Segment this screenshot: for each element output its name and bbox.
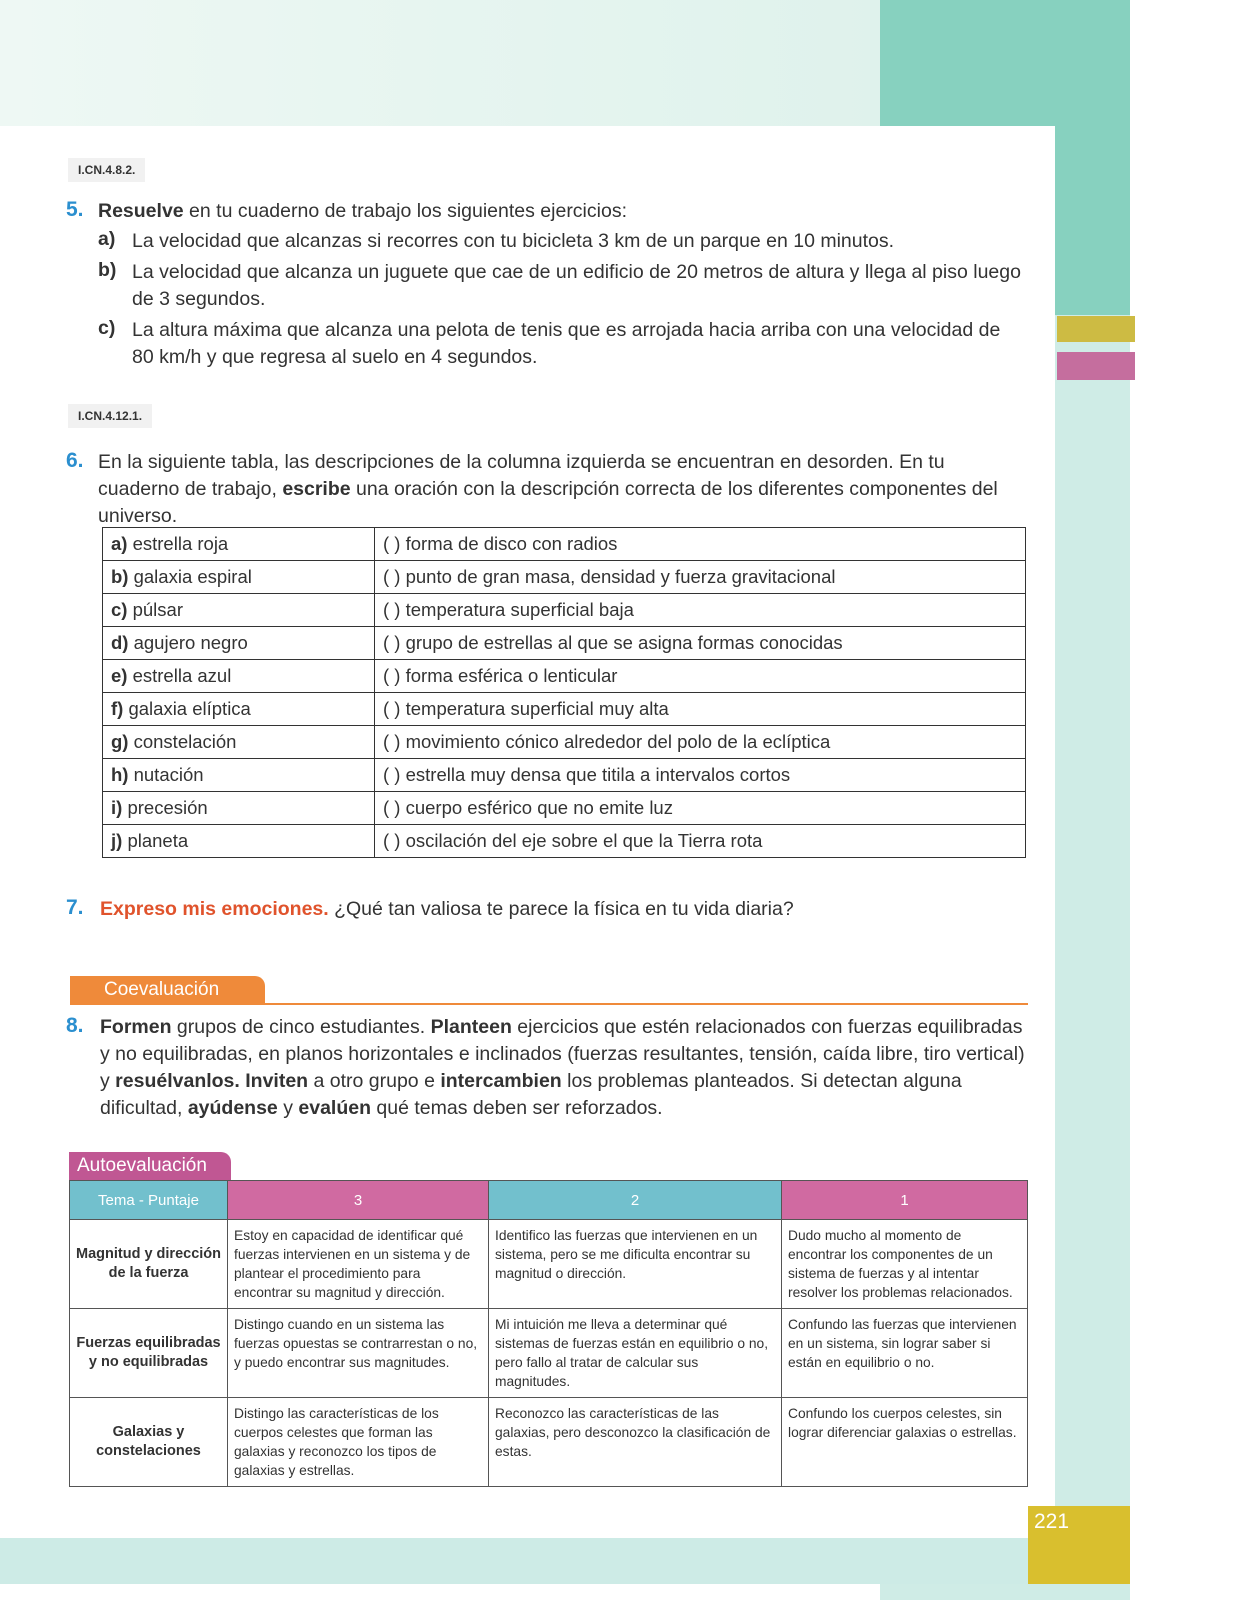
rubric-header-topic: Tema - Puntaje: [70, 1181, 228, 1220]
right-margin: [1130, 0, 1236, 1600]
rubric-header-3: 3: [228, 1181, 489, 1220]
term-cell: a) estrella roja: [103, 528, 375, 561]
coevaluacion-header: Coevaluación: [70, 976, 265, 1004]
q5-number: 5.: [66, 198, 84, 221]
rubric-header-2: 2: [489, 1181, 782, 1220]
rubric-cell-2: Reconozco las características de las galaxias, pero desconozco la clasificación de estas.: [489, 1398, 782, 1487]
term-cell: g) constelación: [103, 726, 375, 759]
description-cell: ( ) punto de gran masa, densidad y fuerza gravitacional: [375, 561, 1026, 594]
q6-instruction: En la siguiente tabla, las descripciones de la columna izquierda se encuentran en desorden. En tu cuaderno de trabajo, escribe una oración con la descripción correcta de los diferentes componentes del universo.: [98, 451, 998, 527]
term-cell: e) estrella azul: [103, 660, 375, 693]
top-background-band: [0, 0, 880, 126]
term-cell: f) galaxia elíptica: [103, 693, 375, 726]
rubric-cell-2: Mi intuición me lleva a determinar qué sistemas de fuerzas están en equilibrio o no, pero fallo al tratar de calcular sus magnitudes.: [489, 1309, 782, 1398]
indicator-tag-2: I.CN.4.12.1.: [68, 404, 152, 428]
description-cell: ( ) movimiento cónico alrededor del polo de la eclíptica: [375, 726, 1026, 759]
q5-item-c: La altura máxima que alcanza una pelota de tenis que es arrojada hacia arriba con una velocidad de 80 km/h y que regresa al suelo en 4 segundos.: [132, 319, 1001, 368]
description-cell: ( ) grupo de estrellas al que se asigna formas conocidas: [375, 627, 1026, 660]
section-tab-yellow: [1057, 316, 1135, 342]
rubric-topic: Galaxias y constelaciones: [70, 1398, 228, 1487]
description-cell: ( ) temperatura superficial baja: [375, 594, 1026, 627]
table-row: [103, 594, 1026, 627]
description-cell: ( ) estrella muy densa que titila a intervalos cortos: [375, 759, 1026, 792]
term-cell: d) agujero negro: [103, 627, 375, 660]
term-cell: b) galaxia espiral: [103, 561, 375, 594]
q5-item-b: La velocidad que alcanza un juguete que cae de un edificio de 20 metros de altura y llega al piso luego de 3 segundos.: [132, 261, 1021, 310]
description-cell: ( ) temperatura superficial muy alta: [375, 693, 1026, 726]
q5-item-a: La velocidad que alcanzas si recorres con tu bicicleta 3 km de un parque en 10 minutos.: [132, 230, 895, 252]
rubric-header-row: [70, 1181, 1028, 1220]
table-row: [103, 693, 1026, 726]
rubric-cell-3: Distingo cuando en un sistema las fuerzas opuestas se contrarrestan o no, y puedo encontrar sus magnitudes.: [228, 1309, 489, 1398]
q7-text: Expreso mis emociones. ¿Qué tan valiosa te parece la física en tu vida diaria?: [100, 898, 794, 920]
rubric-cell-3: Estoy en capacidad de identificar qué fuerzas intervienen en un sistema y de plantear el procedimiento para encontrar su magnitud y dirección.: [228, 1220, 489, 1309]
term-cell: h) nutación: [103, 759, 375, 792]
table-row: [103, 528, 1026, 561]
q6-number: 6.: [66, 449, 84, 472]
q8-text: Formen grupos de cinco estudiantes. Planteen ejercicios que estén relacionados con fuerzas equilibradas y no equilibradas, en planos horizontales e inclinados (fuerzas resultantes, tensión, caída libre, tiro vertical) y resuélvanlos. Inviten a otro grupo e intercambien los problemas planteados. Si detectan alguna dificultad, ayúdense y evalúen qué temas deben ser reforzados.: [100, 1016, 1025, 1119]
q5-item-b-label: b): [98, 259, 117, 281]
table-row: [103, 825, 1026, 858]
term-cell: c) púlsar: [103, 594, 375, 627]
description-cell: ( ) oscilación del eje sobre el que la Tierra rota: [375, 825, 1026, 858]
q8-number: 8.: [66, 1014, 84, 1037]
rubric-cell-3: Distingo las características de los cuerpos celestes que forman las galaxias y reconozco los tipos de galaxias y estrellas.: [228, 1398, 489, 1487]
table-row: [70, 1220, 1028, 1309]
rubric-cell-1: Confundo los cuerpos celestes, sin lograr diferenciar galaxias o estrellas.: [782, 1398, 1028, 1487]
indicator-tag-1: I.CN.4.8.2.: [68, 158, 145, 182]
bottom-background-band: [0, 1538, 1130, 1584]
q7-number: 7.: [66, 896, 84, 919]
rubric-topic: Magnitud y dirección de la fuerza: [70, 1220, 228, 1309]
description-cell: ( ) forma de disco con radios: [375, 528, 1026, 561]
matching-table: [102, 527, 1026, 858]
coevaluacion-divider: [70, 1003, 1028, 1005]
table-row: [103, 759, 1026, 792]
rubric-topic: Fuerzas equilibradas y no equilibradas: [70, 1309, 228, 1398]
term-cell: j) planeta: [103, 825, 375, 858]
page-number: 221: [1034, 1510, 1070, 1533]
section-tab-pink: [1057, 352, 1135, 380]
rubric-header-1: 1: [782, 1181, 1028, 1220]
autoevaluacion-header: Autoevaluación: [69, 1152, 231, 1180]
table-row: [70, 1398, 1028, 1487]
table-row: [70, 1309, 1028, 1398]
table-row: [103, 726, 1026, 759]
rubric-cell-2: Identifico las fuerzas que intervienen en un sistema, pero se me dificulta encontrar su magnitud o dirección.: [489, 1220, 782, 1309]
table-row: [103, 561, 1026, 594]
table-row: [103, 627, 1026, 660]
q5-item-a-label: a): [98, 228, 116, 250]
q5-instruction: Resuelve en tu cuaderno de trabajo los siguientes ejercicios:: [98, 200, 627, 222]
rubric-cell-1: Confundo las fuerzas que intervienen en un sistema, sin lograr saber si están en equilibrio o no.: [782, 1309, 1028, 1398]
rubric-cell-1: Dudo mucho al momento de encontrar los componentes de un sistema de fuerzas y al intentar resolver los problemas relacionados.: [782, 1220, 1028, 1309]
description-cell: ( ) cuerpo esférico que no emite luz: [375, 792, 1026, 825]
term-cell: i) precesión: [103, 792, 375, 825]
table-row: [103, 660, 1026, 693]
description-cell: ( ) forma esférica o lenticular: [375, 660, 1026, 693]
table-row: [103, 792, 1026, 825]
rubric-table: [69, 1180, 1028, 1487]
q5-item-c-label: c): [98, 317, 116, 339]
